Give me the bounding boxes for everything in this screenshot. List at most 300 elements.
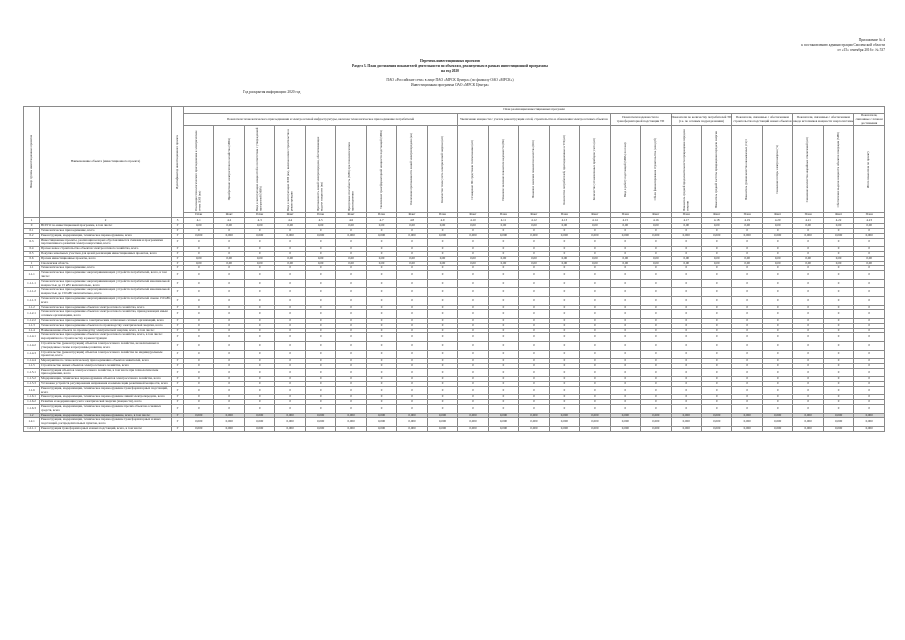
row-value: 0 [732,310,762,319]
plan-fact-label: Факт [458,213,488,218]
row-value: 0 [671,247,701,252]
row-value: 0 [366,296,396,305]
row-value: 0 [732,305,762,310]
row-value: 0 [823,400,853,405]
row-value: 0 [854,318,885,323]
row-number: 1.2 [24,413,40,418]
row-value: 0 [580,405,610,414]
row-value: 0 [366,377,396,382]
row-value: 0 [366,238,396,247]
row-value: 0 [732,382,762,387]
row-value: 0 [427,405,457,414]
row-name: Реконструкция, модернизация, техническое перевооружение, всего, в том числе: [40,413,172,418]
row-value: 0 [732,359,762,364]
row-value: 0 [823,305,853,310]
row-value: 0 [366,350,396,359]
row-value: 0 [580,271,610,280]
col-header-id-text: Идентификатор инвестиционного проекта [174,135,179,190]
row-value: 0 [732,279,762,288]
row-value: 0 [366,405,396,414]
document-subtitle [150,78,750,88]
row-name: Инвестиционные проекты, реализация которых обусловливается схемами и программами перспективного развития электроэнергетики, всего [40,238,172,247]
row-value: 0 [519,305,549,310]
row-value: 0 [823,247,853,252]
row-value: 0 [184,310,214,319]
row-value: 0 [366,359,396,364]
column-number: 4.21 [793,218,823,224]
row-value: 0 [488,328,518,333]
column-number: 4.18 [701,218,731,224]
vertical-col-header-text: Оснащение ПС средствами телемеханики (шт) [470,139,475,200]
plan-fact-label: План [427,213,457,218]
row-value: 0 [336,333,366,342]
row-value: 0 [397,341,427,350]
row-value: 0,00 [519,224,549,229]
row-value: 0 [701,368,731,377]
row-value: 0 [244,247,274,252]
row-value: 0 [854,323,885,328]
row-value: 0,000 [732,418,762,427]
row-value: 0,000 [701,418,731,427]
row-value: 0 [458,310,488,319]
row-value: 0 [366,251,396,256]
row-value: 0,000 [427,427,457,432]
row-value: 0 [549,279,579,288]
row-value: 0 [275,363,305,368]
row-value: 0 [366,382,396,387]
vertical-col-header-text: Показатель средней продолжительности прекращения передачи энергии [681,129,690,212]
row-value: 0 [854,359,885,364]
row-value: 0 [488,310,518,319]
row-value: 0 [549,238,579,247]
row-value: 0 [793,405,823,414]
row-value: 0,000 [184,233,214,238]
row-value: 0 [336,368,366,377]
row-value: 0,000 [519,413,549,418]
row-value: 0 [427,400,457,405]
row-value: 0 [732,386,762,395]
row-value: 0 [184,279,214,288]
column-number: 4.7 [366,218,396,224]
row-value: 0 [823,395,853,400]
plan-fact-label: План [305,213,335,218]
plan-fact-label: План [488,213,518,218]
row-value: 0 [854,247,885,252]
row-value: 0,000 [854,233,885,238]
row-value: 0 [397,305,427,310]
row-value: 0 [793,359,823,364]
column-number: 3 [172,218,184,224]
row-value: 0 [305,238,335,247]
row-value: 0 [214,247,244,252]
row-value: 0 [427,395,457,400]
row-value: 0 [397,382,427,387]
row-value: 0 [275,266,305,271]
row-value: 0 [732,328,762,333]
row-value: 0 [762,279,792,288]
row-value: 0 [458,266,488,271]
row-value: 0 [549,382,579,387]
row-value: 0 [488,363,518,368]
row-value: 0 [184,271,214,280]
row-value: 0 [610,377,640,382]
row-value: 0 [671,368,701,377]
row-value: 0 [641,395,671,400]
group-header-mid: Увеличение мощности с учетом реконструкции сетей, строительства и обновления электросетевых объектов [458,114,610,126]
row-id: Г [172,279,184,288]
row-value: 0 [427,288,457,297]
row-value: 0 [366,400,396,405]
row-value: 0 [762,350,792,359]
row-value: 0 [641,266,671,271]
row-value: 0 [549,395,579,400]
row-value: 0 [244,323,274,328]
row-name: Реконструкция, модернизация, техническое перевооружение трансформаторных и иных подстанций, распределительных пунктов, всего [40,418,172,427]
row-value: 0,00 [214,261,244,266]
row-value: 0 [671,238,701,247]
row-value: 0 [580,328,610,333]
vertical-col-header [244,126,274,213]
row-value: 0 [641,279,671,288]
row-value: 0 [184,400,214,405]
row-value: 0,00 [275,256,305,261]
row-value: 0 [184,405,214,414]
row-value: 0,00 [244,224,274,229]
row-value: 0 [244,296,274,305]
vertical-col-header [610,126,640,213]
row-number: 1.2.1 [24,418,40,427]
row-value: 0 [427,251,457,256]
row-value: 0 [701,279,731,288]
row-id: Г [172,296,184,305]
row-number: 1.1.1.3 [24,296,40,305]
row-value: 0 [610,382,640,387]
row-value: 0,000 [244,413,274,418]
row-value: 0 [854,405,885,414]
row-value: 0,000 [641,427,671,432]
row-value: 0,000 [184,427,214,432]
row-value: 0,00 [427,261,457,266]
row-value: 0,000 [244,427,274,432]
row-value: 0 [397,323,427,328]
row-value: 0,00 [458,256,488,261]
row-name: Реконструкция трансформаторных и иных подстанций, всего, в том числе: [40,427,172,432]
vertical-col-header-text: Ввод в эксплуатацию ЛЭП (км), включая новое строительство и реконструкцию [285,129,294,212]
row-number: 0 [24,224,40,229]
vertical-col-header [823,126,853,213]
row-value: 0 [214,377,244,382]
row-value: 0,000 [305,418,335,427]
row-value: 0 [397,363,427,368]
row-name: Наименование объекта по производству электрической энергии, всего, в том числе: [40,328,172,333]
row-value: 0 [244,368,274,377]
vertical-col-header [366,126,396,213]
vertical-col-header-text: Ввод в работу подстанций (МВА) по плану [622,141,627,197]
plan-fact-label: План [793,213,823,218]
row-value: 0 [427,296,457,305]
row-value: 0 [641,386,671,395]
row-value: 0 [762,382,792,387]
row-value: 0 [793,251,823,256]
row-value: 0 [854,288,885,297]
row-name: Строительство (реконструкция) объектов электросетевого хозяйства, не включенных в утвержденные схемы и программы развития, всего [40,341,172,350]
row-value: 0,000 [244,418,274,427]
row-value: 0,000 [275,418,305,427]
row-value: 0 [671,341,701,350]
row-value: 0 [732,368,762,377]
row-value: 0 [366,333,396,342]
column-number: 4.13 [549,218,579,224]
row-value: 0 [671,328,701,333]
row-value: 0 [793,247,823,252]
row-value: 0 [549,323,579,328]
row-value: 0,000 [397,427,427,432]
row-value: 0 [519,405,549,414]
row-value: 0 [244,328,274,333]
row-value: 0 [671,305,701,310]
row-id: Г [172,359,184,364]
row-value: 0 [610,395,640,400]
row-name: Модернизация, техническое перевооружение объектов электросетевого хозяйства, всего [40,377,172,382]
row-value: 0 [701,359,731,364]
row-value: 0 [214,328,244,333]
row-value: 0 [793,279,823,288]
row-value: 0 [823,386,853,395]
row-value: 0 [427,266,457,271]
row-value: 0,000 [610,413,640,418]
row-value: 0 [854,228,885,233]
row-value: 0,00 [854,261,885,266]
row-value: 0,00 [397,261,427,266]
row-value: 0 [305,350,335,359]
row-value: 0 [793,377,823,382]
row-value: 0 [488,323,518,328]
table-row [24,271,885,280]
row-value: 0 [641,341,671,350]
row-id: Г [172,368,184,377]
disclosure-year: Год раскрытия информации: 2020 год [243,90,301,94]
row-value: 0 [580,247,610,252]
vertical-col-header-text: Снижение потерь электроэнергии (%) [774,145,779,194]
row-value: 0 [397,288,427,297]
row-value: 0,00 [823,256,853,261]
row-value: 0 [397,368,427,377]
row-value: 0,000 [823,233,853,238]
row-value: 0,000 [732,427,762,432]
row-value: 0,000 [397,413,427,418]
row-value: 0 [458,279,488,288]
row-value: 0 [184,350,214,359]
row-value: 0 [701,271,731,280]
row-value: 0,000 [519,418,549,427]
row-number: 1.1.1.1 [24,279,40,288]
vertical-col-header-text: Приобретение электросетевого хозяйства (МВА) [226,138,231,201]
row-value: 0 [823,288,853,297]
title-line-2: Раздел 3. План достижения показателей деятельности по объектам, реализуемым в рамках инвестиционной программы [352,64,548,68]
row-value: 0 [519,333,549,342]
subtitle-line-1: ПАО «Российские сети» в лице ПАО «МРСК Центра» (по филиалу ОАО «МРСК») [386,78,514,82]
row-value: 0 [793,328,823,333]
row-value: 0 [701,266,731,271]
row-value: 0 [823,228,853,233]
row-value: 0 [305,400,335,405]
plan-fact-label: Факт [641,213,671,218]
row-value: 0 [762,247,792,252]
plan-fact-label: План [184,213,214,218]
row-value: 0 [244,363,274,368]
row-value: 0,000 [671,427,701,432]
row-value: 0 [214,305,244,310]
row-value: 0 [701,386,731,395]
row-value: 0,00 [305,224,335,229]
row-value: 0 [793,395,823,400]
row-value: 0,000 [184,413,214,418]
row-value: 0 [275,382,305,387]
row-name: Технологическое присоединение к электрическим сетям иных сетевых организаций, всего [40,318,172,323]
row-value: 0 [275,288,305,297]
row-value: 0 [671,228,701,233]
row-value: 0 [305,266,335,271]
row-value: 0 [641,359,671,364]
row-value: 0 [580,228,610,233]
row-value: 0 [823,359,853,364]
row-value: 0 [336,296,366,305]
row-number: 1.1.4.2 [24,341,40,350]
row-id: Г [172,228,184,233]
row-value: 0,000 [214,427,244,432]
row-value: 0 [305,359,335,364]
row-value: 0 [214,228,244,233]
row-value: 0 [762,323,792,328]
vertical-col-header-text: Реализация технологического присоединения к электрическим сетям ЛЭП (км) [194,130,202,212]
row-value: 0 [610,341,640,350]
row-value: 0 [366,310,396,319]
row-value: 0,00 [244,256,274,261]
row-value: 0 [214,350,244,359]
row-value: 0 [549,328,579,333]
row-number: 1.1.1 [24,271,40,280]
row-value: 0 [610,368,640,377]
row-value: 0 [427,305,457,310]
row-value: 0,00 [549,224,579,229]
row-value: 0,000 [549,427,579,432]
row-value: 0 [488,400,518,405]
row-value: 0,00 [336,224,366,229]
row-value: 0 [184,359,214,364]
row-value: 0 [336,377,366,382]
row-value: 0,00 [580,261,610,266]
row-value: 0 [336,247,366,252]
row-value: 0 [641,288,671,297]
vertical-col-header [184,126,214,213]
row-value: 0 [184,296,214,305]
row-value: 0 [519,310,549,319]
row-value: 0 [610,238,640,247]
row-value: 0 [244,310,274,319]
row-value: 0 [854,333,885,342]
row-value: 0 [244,228,274,233]
row-value: 0 [336,279,366,288]
plan-fact-label: План [244,213,274,218]
row-name: ВСЕГО по инвестиционной программе, в том числе: [40,224,172,229]
plan-fact-label: План [732,213,762,218]
row-value: 0 [214,386,244,395]
row-value: 0 [305,395,335,400]
row-value: 0 [671,350,701,359]
row-id: Г [172,288,184,297]
row-value: 0 [458,377,488,382]
row-id: Г [172,247,184,252]
row-value: 0 [793,350,823,359]
row-value: 0 [275,400,305,405]
row-value: 0,00 [336,261,366,266]
row-number: 0.2 [24,233,40,238]
col-header-no-text: Номер группы инвестиционных проектов [28,135,33,189]
row-value: 0,00 [732,261,762,266]
row-value: 0,000 [366,427,396,432]
row-value: 0 [762,368,792,377]
row-value: 0 [671,377,701,382]
row-value: 0 [366,266,396,271]
row-value: 0 [214,382,244,387]
row-id: Г [172,238,184,247]
row-value: 0 [305,405,335,414]
row-value: 0 [244,395,274,400]
appendix-line-3: от «15» сентября 2016 г. № 537 [837,48,885,52]
row-value: 0 [488,288,518,297]
row-value: 0 [397,333,427,342]
row-value: 0 [305,251,335,256]
row-value: 0 [397,328,427,333]
row-value: 0 [519,359,549,364]
group-header-r1: Показатели надежности по трансформаторной подстанции ТП [610,114,671,126]
row-value: 0 [671,405,701,414]
row-number: 1.1.6.1 [24,395,40,400]
vertical-col-header [275,126,305,213]
row-value: 0 [854,279,885,288]
row-value: 0 [854,341,885,350]
row-id: Г [172,233,184,238]
row-value: 0 [701,405,731,414]
row-value: 0 [549,359,579,364]
row-value: 0 [305,247,335,252]
row-id: Г [172,386,184,395]
document-title [150,59,750,74]
row-value: 0 [610,405,640,414]
row-id: Г [172,266,184,271]
indicators-table-wrapper [23,106,885,432]
row-value: 0 [366,279,396,288]
row-id: Г [172,363,184,368]
row-value: 0 [701,328,731,333]
row-value: 0 [305,341,335,350]
row-value: 0 [580,318,610,323]
row-value: 0 [214,238,244,247]
row-value: 0 [214,266,244,271]
row-value: 0 [519,323,549,328]
row-value: 0,00 [397,256,427,261]
vertical-col-header [580,126,610,213]
row-value: 0 [671,333,701,342]
row-value: 0 [366,341,396,350]
row-value: 0 [488,318,518,323]
row-number: 1.1.1.2 [24,288,40,297]
row-value: 0,000 [397,233,427,238]
row-value: 0 [671,310,701,319]
row-value: 0,000 [762,427,792,432]
table-row [24,350,885,359]
row-number: 0.4 [24,247,40,252]
